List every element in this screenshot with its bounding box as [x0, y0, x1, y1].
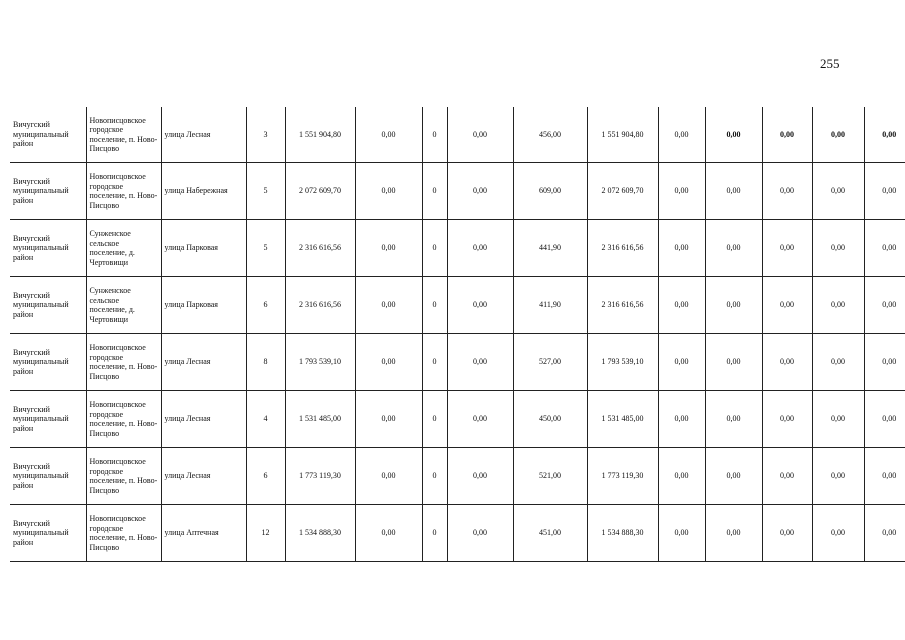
amount-cell: 0,00 [705, 107, 762, 163]
table-row [10, 334, 905, 391]
amount-cell: 0,00 [355, 277, 422, 334]
total-cost-cell: 1 773 119,30 [285, 448, 355, 505]
area-cell: 456,00 [513, 107, 587, 163]
street-cell: улица Лесная [161, 107, 246, 163]
amount-cell: 0,00 [812, 163, 864, 220]
street-cell: улица Набережная [161, 163, 246, 220]
amount-cell: 0,00 [355, 220, 422, 277]
district-cell: Вичугский муниципальный район [10, 334, 86, 391]
amount-cell: 2 072 609,70 [587, 163, 658, 220]
settlement-cell: Сунженское сельское поселение, д. Чертовищи [86, 277, 161, 334]
amount-cell: 0,00 [355, 505, 422, 562]
amount-cell: 0,00 [812, 448, 864, 505]
house-number-cell: 6 [246, 277, 285, 334]
amount-cell: 0,00 [705, 391, 762, 448]
amount-cell: 0,00 [705, 163, 762, 220]
amount-cell: 0,00 [447, 277, 513, 334]
amount-cell: 0,00 [864, 277, 905, 334]
amount-cell: 0,00 [447, 334, 513, 391]
total-cost-cell: 2 316 616,56 [285, 277, 355, 334]
amount-cell: 2 316 616,56 [587, 220, 658, 277]
amount-cell: 0,00 [762, 277, 812, 334]
page-number: 255 [820, 56, 840, 71]
count-cell: 0 [422, 277, 447, 334]
street-cell: улица Парковая [161, 220, 246, 277]
house-number-cell: 3 [246, 107, 285, 163]
amount-cell: 0,00 [812, 220, 864, 277]
amount-cell: 0,00 [762, 334, 812, 391]
house-number-cell: 4 [246, 391, 285, 448]
table-row [10, 448, 905, 505]
amount-cell: 0,00 [355, 391, 422, 448]
area-cell: 451,00 [513, 505, 587, 562]
table-row [10, 505, 905, 562]
house-number-cell: 5 [246, 163, 285, 220]
amount-cell: 0,00 [864, 334, 905, 391]
amount-cell: 0,00 [658, 391, 705, 448]
count-cell: 0 [422, 505, 447, 562]
street-cell: улица Лесная [161, 334, 246, 391]
amount-cell: 1 793 539,10 [587, 334, 658, 391]
count-cell: 0 [422, 107, 447, 163]
amount-cell: 0,00 [864, 505, 905, 562]
district-cell: Вичугский муниципальный район [10, 107, 86, 163]
count-cell: 0 [422, 220, 447, 277]
total-cost-cell: 1 534 888,30 [285, 505, 355, 562]
count-cell: 0 [422, 334, 447, 391]
amount-cell: 0,00 [355, 163, 422, 220]
settlement-cell: Сунженское сельское поселение, д. Чертовищи [86, 220, 161, 277]
amount-cell: 0,00 [705, 277, 762, 334]
area-cell: 450,00 [513, 391, 587, 448]
amount-cell: 0,00 [705, 505, 762, 562]
amount-cell: 0,00 [658, 334, 705, 391]
amount-cell: 0,00 [762, 163, 812, 220]
amount-cell: 0,00 [447, 391, 513, 448]
amount-cell: 0,00 [762, 220, 812, 277]
amount-cell: 0,00 [762, 448, 812, 505]
amount-cell: 0,00 [355, 107, 422, 163]
amount-cell: 0,00 [447, 448, 513, 505]
amount-cell: 0,00 [658, 163, 705, 220]
area-cell: 521,00 [513, 448, 587, 505]
street-cell: улица Парковая [161, 277, 246, 334]
district-cell: Вичугский муниципальный район [10, 391, 86, 448]
table-row [10, 277, 905, 334]
table-row [10, 163, 905, 220]
house-number-cell: 6 [246, 448, 285, 505]
amount-cell: 0,00 [864, 391, 905, 448]
settlement-cell: Новописцовское городское поселение, п. Ново-Писцово [86, 334, 161, 391]
street-cell: улица Лесная [161, 448, 246, 505]
amount-cell: 0,00 [658, 220, 705, 277]
amount-cell: 1 773 119,30 [587, 448, 658, 505]
house-number-cell: 8 [246, 334, 285, 391]
district-cell: Вичугский муниципальный район [10, 277, 86, 334]
amount-cell: 2 316 616,56 [587, 277, 658, 334]
total-cost-cell: 2 072 609,70 [285, 163, 355, 220]
amount-cell: 0,00 [447, 220, 513, 277]
amount-cell: 0,00 [762, 391, 812, 448]
settlement-cell: Новописцовское городское поселение, п. Ново-Писцово [86, 163, 161, 220]
amount-cell: 1 531 485,00 [587, 391, 658, 448]
total-cost-cell: 1 793 539,10 [285, 334, 355, 391]
amount-cell: 0,00 [812, 107, 864, 163]
area-cell: 609,00 [513, 163, 587, 220]
amount-cell: 0,00 [812, 391, 864, 448]
amount-cell: 0,00 [812, 505, 864, 562]
amount-cell: 0,00 [864, 163, 905, 220]
total-cost-cell: 1 551 904,80 [285, 107, 355, 163]
amount-cell: 0,00 [864, 107, 905, 163]
total-cost-cell: 2 316 616,56 [285, 220, 355, 277]
settlement-cell: Новописцовское городское поселение, п. Ново-Писцово [86, 391, 161, 448]
street-cell: улица Аптечная [161, 505, 246, 562]
district-cell: Вичугский муниципальный район [10, 220, 86, 277]
amount-cell: 0,00 [355, 334, 422, 391]
table-row [10, 107, 905, 163]
settlement-cell: Новописцовское городское поселение, п. Ново-Писцово [86, 107, 161, 163]
settlement-cell: Новописцовское городское поселение, п. Ново-Писцово [86, 448, 161, 505]
amount-cell: 0,00 [864, 220, 905, 277]
amount-cell: 1 534 888,30 [587, 505, 658, 562]
district-cell: Вичугский муниципальный район [10, 505, 86, 562]
settlement-cell: Новописцовское городское поселение, п. Ново-Писцово [86, 505, 161, 562]
amount-cell: 0,00 [447, 107, 513, 163]
district-cell: Вичугский муниципальный район [10, 163, 86, 220]
amount-cell: 0,00 [658, 107, 705, 163]
house-number-cell: 12 [246, 505, 285, 562]
amount-cell: 0,00 [447, 163, 513, 220]
amount-cell: 1 551 904,80 [587, 107, 658, 163]
street-cell: улица Лесная [161, 391, 246, 448]
house-number-cell: 5 [246, 220, 285, 277]
amount-cell: 0,00 [658, 448, 705, 505]
area-cell: 411,90 [513, 277, 587, 334]
table-body [10, 107, 905, 562]
amount-cell: 0,00 [658, 505, 705, 562]
housing-register-table [10, 107, 905, 562]
area-cell: 441,90 [513, 220, 587, 277]
count-cell: 0 [422, 448, 447, 505]
amount-cell: 0,00 [762, 505, 812, 562]
amount-cell: 0,00 [355, 448, 422, 505]
amount-cell: 0,00 [812, 277, 864, 334]
table-row [10, 391, 905, 448]
table-row [10, 220, 905, 277]
district-cell: Вичугский муниципальный район [10, 448, 86, 505]
total-cost-cell: 1 531 485,00 [285, 391, 355, 448]
amount-cell: 0,00 [762, 107, 812, 163]
amount-cell: 0,00 [812, 334, 864, 391]
area-cell: 527,00 [513, 334, 587, 391]
amount-cell: 0,00 [864, 448, 905, 505]
amount-cell: 0,00 [447, 505, 513, 562]
count-cell: 0 [422, 391, 447, 448]
count-cell: 0 [422, 163, 447, 220]
amount-cell: 0,00 [658, 277, 705, 334]
amount-cell: 0,00 [705, 334, 762, 391]
amount-cell: 0,00 [705, 220, 762, 277]
amount-cell: 0,00 [705, 448, 762, 505]
